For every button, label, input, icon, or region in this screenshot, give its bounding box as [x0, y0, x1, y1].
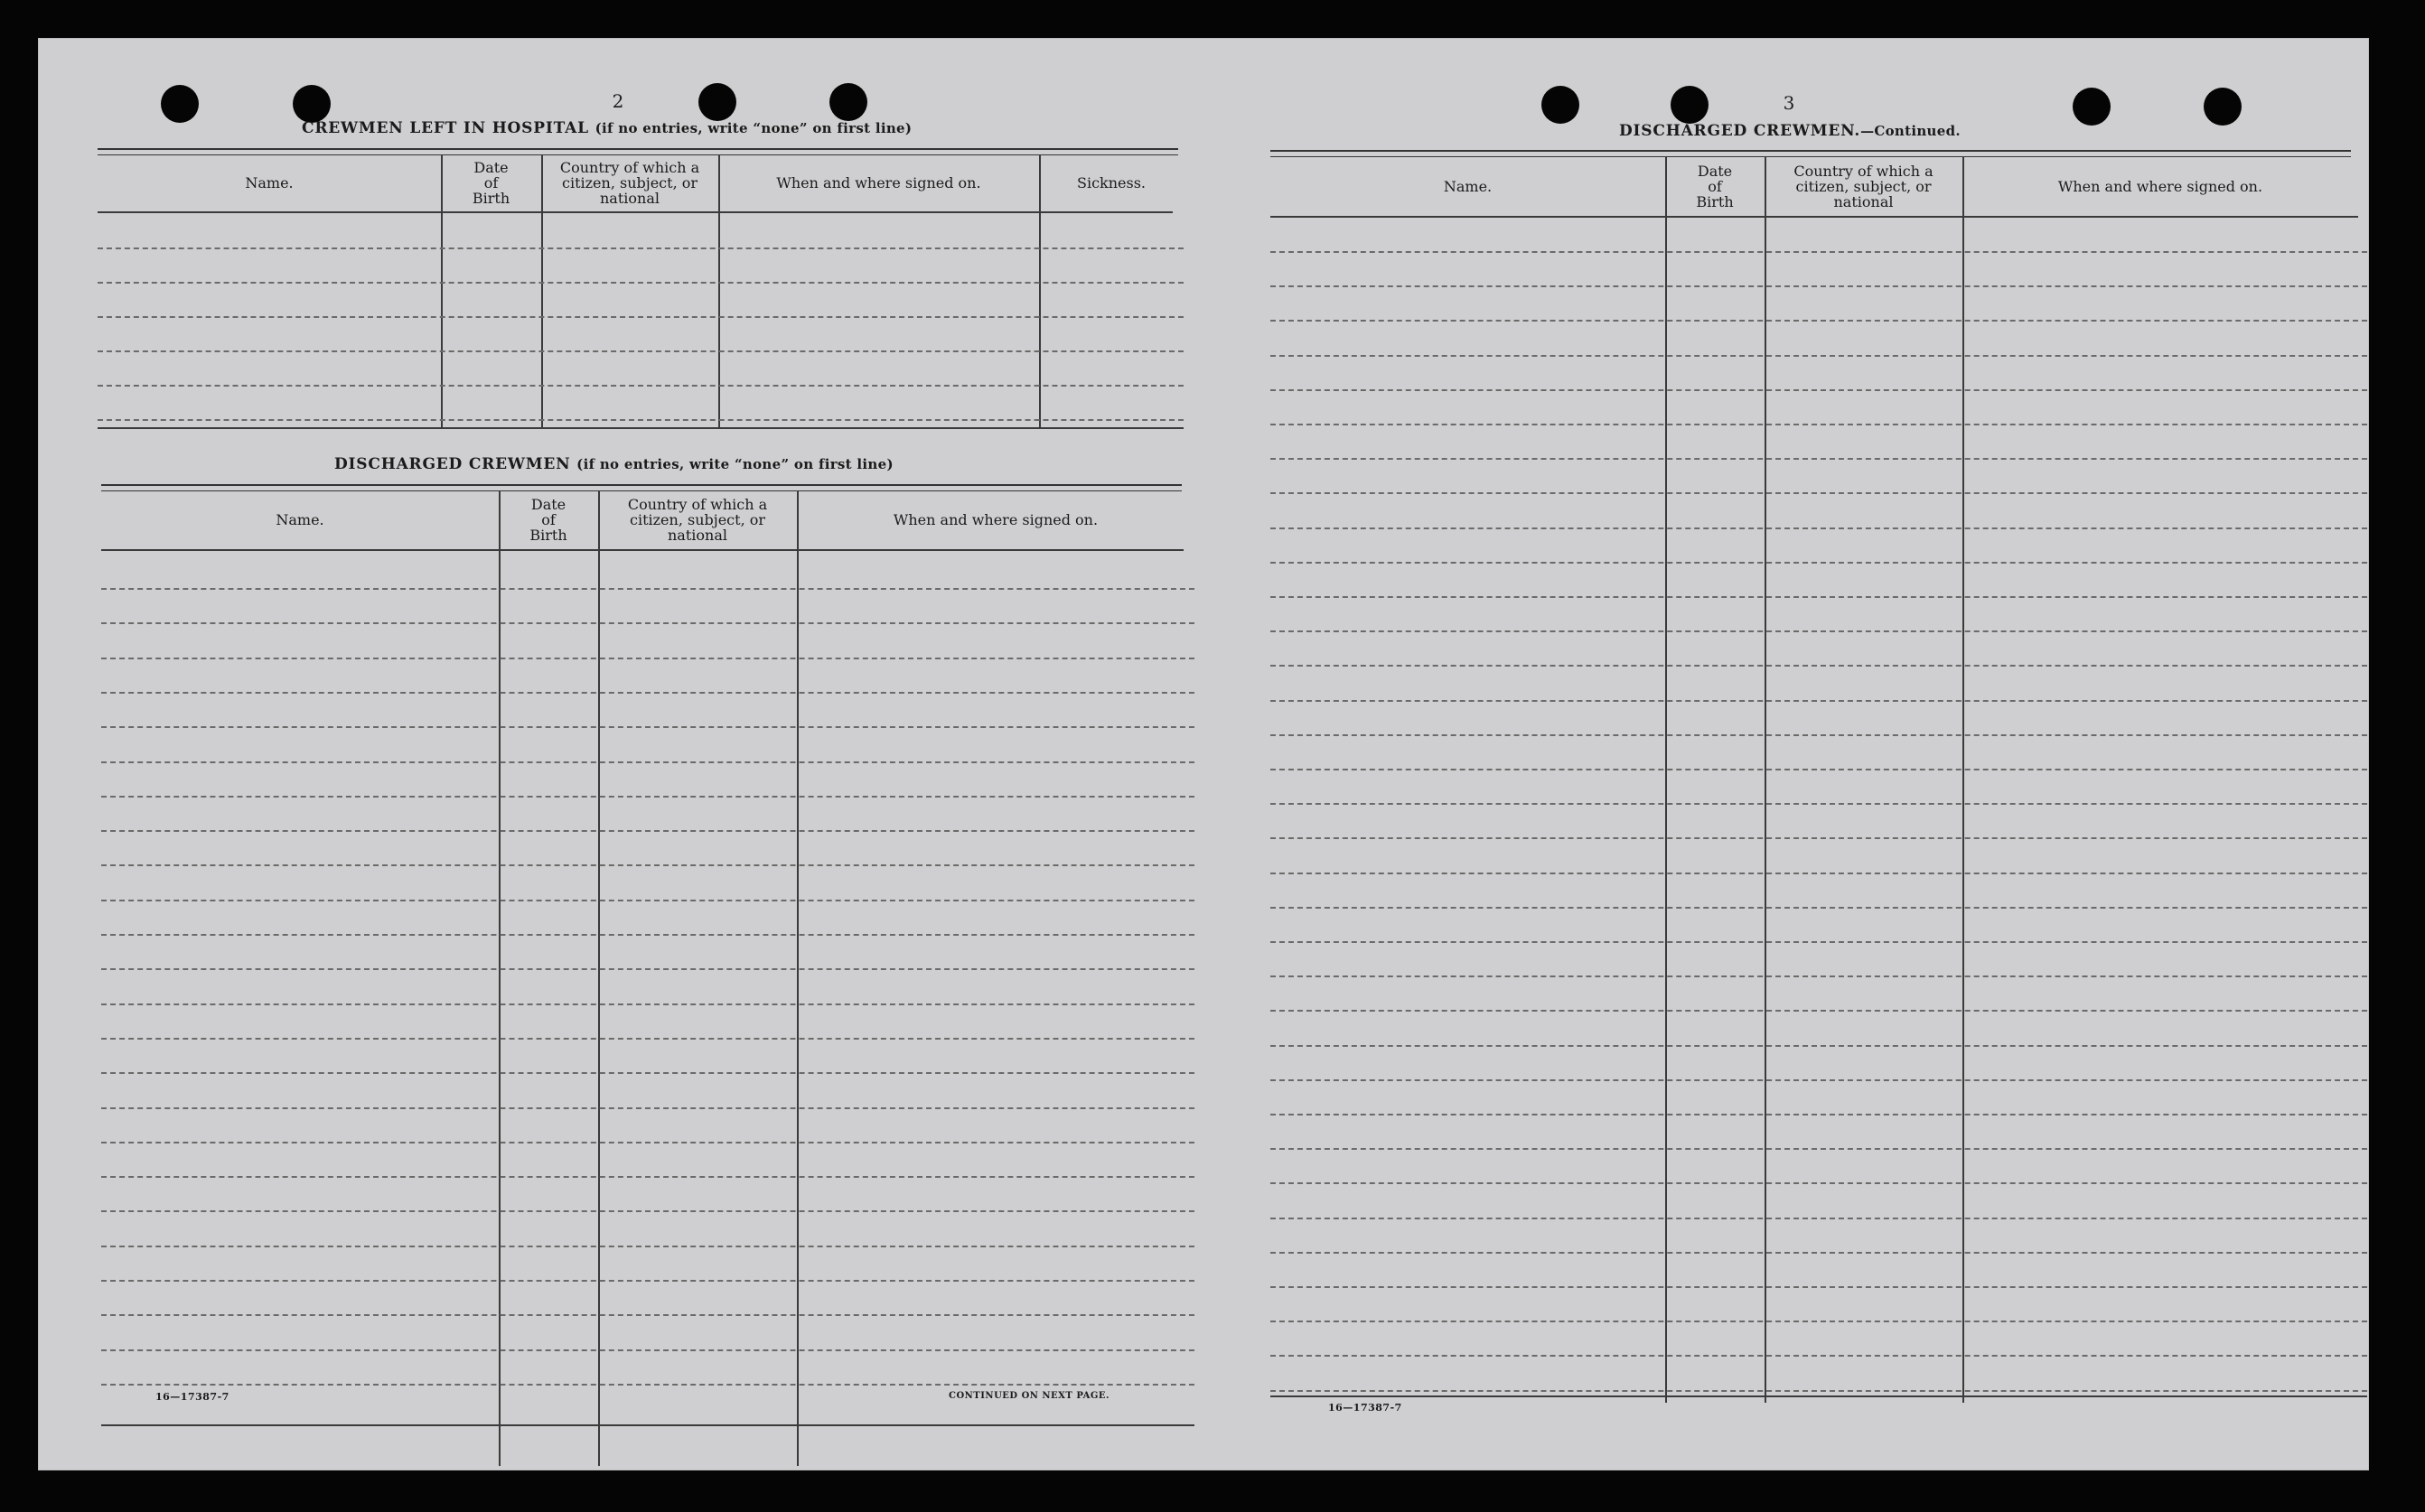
- header-rule: [1270, 216, 2358, 218]
- blank-entry-row: [101, 622, 1194, 624]
- blank-entry-row: [101, 1038, 1194, 1040]
- blank-entry-row: [1270, 424, 2367, 425]
- column-divider: [1765, 156, 1766, 1403]
- column-divider: [598, 490, 600, 1466]
- hospital-title-note: (if no entries, write “none” on first line): [595, 120, 913, 136]
- table-bottom-rule: [1270, 1395, 2367, 1397]
- blank-entry-row: [1270, 1045, 2367, 1047]
- blank-entry-row: [101, 761, 1194, 763]
- blank-entry-row: [98, 247, 1184, 249]
- blank-entry-row: [101, 692, 1194, 694]
- col-header-date-of-birth: Date of Birth: [529, 496, 567, 544]
- form-sheet: [38, 38, 2369, 1470]
- column-divider: [1665, 156, 1667, 1403]
- discharged-title-text: DISCHARGED CREWMEN: [334, 455, 571, 473]
- col-header-country: Country of which a citizen, subject, or national: [1793, 162, 1933, 210]
- blank-entry-row: [1270, 630, 2367, 632]
- blank-entry-row: [1270, 596, 2367, 598]
- discharged-continued-table: [1270, 156, 2367, 1403]
- col-header-name: Name.: [1443, 177, 1493, 195]
- blank-entry-row: [101, 1280, 1194, 1282]
- blank-entry-row: [1270, 1252, 2367, 1254]
- col-header-signed-on: When and where signed on.: [2057, 177, 2263, 195]
- blank-entry-row: [98, 282, 1184, 284]
- col-header-country: Country of which a citizen, subject, or national: [559, 159, 700, 207]
- blank-entry-row: [1270, 1286, 2367, 1288]
- blank-entry-row: [101, 1107, 1194, 1109]
- continued-note: CONTINUED ON NEXT PAGE.: [949, 1391, 1110, 1401]
- page-number-left: 2: [612, 90, 624, 112]
- col-header-signed-on: When and where signed on.: [776, 174, 981, 191]
- blank-entry-row: [1270, 527, 2367, 529]
- discharged-continued-note: —Continued.: [1860, 123, 1961, 139]
- form-number-right: 16—17387-7: [1328, 1402, 1402, 1414]
- col-header-sickness: Sickness.: [1076, 174, 1146, 191]
- blank-entry-row: [1270, 769, 2367, 770]
- blank-entry-row: [101, 1142, 1194, 1143]
- blank-entry-row: [101, 1176, 1194, 1178]
- header-rule: [101, 549, 1184, 551]
- blank-entry-row: [1270, 355, 2367, 357]
- blank-entry-row: [101, 1246, 1194, 1247]
- col-header-date-of-birth: Date of Birth: [1696, 162, 1734, 210]
- punch-hole: [1671, 86, 1709, 124]
- punch-hole: [829, 83, 867, 121]
- blank-entry-row: [1270, 665, 2367, 667]
- punch-hole: [2204, 88, 2242, 126]
- blank-entry-row: [1270, 700, 2367, 702]
- blank-entry-row: [1270, 1355, 2367, 1357]
- blank-entry-row: [1270, 492, 2367, 494]
- blank-entry-row: [101, 1210, 1194, 1212]
- blank-entry-row: [101, 588, 1194, 590]
- blank-entry-row: [101, 1072, 1194, 1074]
- header-rule: [98, 211, 1173, 213]
- punch-hole: [293, 85, 331, 123]
- column-divider: [499, 490, 501, 1466]
- blank-entry-row: [1270, 907, 2367, 909]
- blank-entry-row: [101, 864, 1194, 866]
- blank-entry-row: [1270, 873, 2367, 874]
- blank-entry-row: [101, 1384, 1194, 1386]
- blank-entry-row: [101, 830, 1194, 832]
- blank-entry-row: [1270, 1218, 2367, 1219]
- form-number-left: 16—17387-7: [155, 1391, 229, 1403]
- table-bottom-rule: [98, 427, 1184, 429]
- punch-hole: [698, 83, 736, 121]
- column-divider: [797, 490, 799, 1466]
- col-header-date-of-birth: Date of Birth: [472, 159, 510, 207]
- blank-entry-row: [1270, 837, 2367, 839]
- blank-entry-row: [1270, 1390, 2367, 1392]
- blank-entry-row: [1270, 285, 2367, 287]
- punch-hole: [1541, 86, 1579, 124]
- blank-entry-row: [98, 316, 1184, 318]
- blank-entry-row: [1270, 1182, 2367, 1184]
- blank-entry-row: [101, 796, 1194, 798]
- blank-entry-row: [101, 934, 1194, 936]
- blank-entry-row: [98, 419, 1184, 421]
- hospital-section-title: [302, 119, 912, 137]
- col-header-signed-on: When and where signed on.: [893, 511, 1099, 528]
- column-divider: [1962, 156, 1964, 1403]
- blank-entry-row: [1270, 1114, 2367, 1115]
- blank-entry-row: [1270, 1321, 2367, 1322]
- punch-hole: [161, 85, 199, 123]
- blank-entry-row: [1270, 1010, 2367, 1012]
- blank-entry-row: [101, 1349, 1194, 1351]
- blank-entry-row: [101, 968, 1194, 970]
- discharged-continued-title-text: DISCHARGED CREWMEN.: [1619, 122, 1861, 140]
- blank-entry-row: [1270, 734, 2367, 736]
- blank-entry-row: [101, 726, 1194, 728]
- blank-entry-row: [98, 350, 1184, 352]
- blank-entry-row: [1270, 1148, 2367, 1150]
- blank-entry-row: [1270, 1079, 2367, 1081]
- blank-entry-row: [1270, 803, 2367, 805]
- blank-entry-row: [1270, 941, 2367, 943]
- discharged-section-title: [334, 455, 894, 473]
- blank-entry-row: [98, 385, 1184, 387]
- table-bottom-rule: [101, 1424, 1194, 1426]
- blank-entry-row: [1270, 975, 2367, 977]
- page-number-right: 3: [1783, 92, 1795, 114]
- hospital-table: [98, 154, 1184, 429]
- hospital-title-text: CREWMEN LEFT IN HOSPITAL: [302, 119, 589, 137]
- blank-entry-row: [101, 900, 1194, 901]
- discharged-title-note: (if no entries, write “none” on first line): [576, 456, 894, 472]
- blank-entry-row: [1270, 320, 2367, 322]
- blank-entry-row: [101, 1003, 1194, 1005]
- col-header-country: Country of which a citizen, subject, or national: [627, 496, 768, 544]
- col-header-name: Name.: [245, 174, 294, 191]
- blank-entry-row: [1270, 562, 2367, 564]
- blank-entry-row: [1270, 251, 2367, 253]
- blank-entry-row: [101, 658, 1194, 659]
- discharged-continued-title: [1619, 122, 1961, 140]
- blank-entry-row: [101, 1314, 1194, 1316]
- punch-hole: [2073, 88, 2111, 126]
- col-header-name: Name.: [276, 511, 324, 528]
- blank-entry-row: [1270, 458, 2367, 460]
- discharged-table: [101, 490, 1194, 1466]
- blank-entry-row: [1270, 389, 2367, 391]
